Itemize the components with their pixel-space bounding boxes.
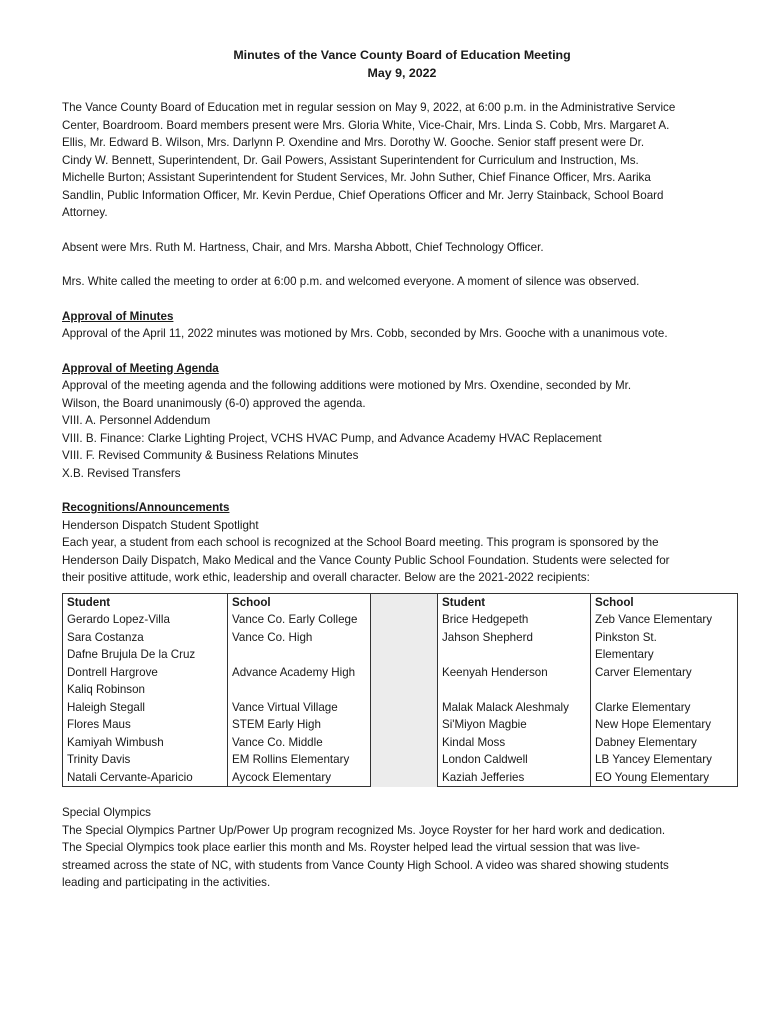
special-olympics-line: The Special Olympics Partner Up/Power Up program recognized Ms. Joyce Royster for her hard work and dedication. <box>62 823 666 837</box>
intro-line: Michelle Burton; Assistant Superintendent for Student Services, Mr. John Suther, Chief Finance Officer, Mrs. Aarika <box>62 171 651 184</box>
special-olympics-heading: Special Olympics <box>62 806 151 819</box>
school-cell: STEM Early High <box>228 716 371 734</box>
school-cell: Vance Co. Early College <box>228 611 371 629</box>
student-cell: Brice Hedgepeth <box>438 611 591 629</box>
column-header-school: School <box>228 593 371 611</box>
student-cell: Kindal Moss <box>438 734 591 752</box>
intro-line: Attorney. <box>62 206 108 219</box>
student-cell: Gerardo Lopez-Villa <box>63 611 228 629</box>
recognitions-line: their positive attitude, work ethic, leadership and overall character. Below are the 2021-2022 recipients: <box>62 571 590 584</box>
school-cell: EM Rollins Elementary <box>228 751 371 769</box>
agenda-item: VIII. B. Finance: Clarke Lighting Project, VCHS HVAC Pump, and Advance Academy HVAC Replacement <box>62 431 602 445</box>
student-cell: Sara Costanza Dafne Brujula De la Cruz <box>63 629 228 664</box>
student-cell: Kamiyah Wimbush <box>63 734 228 752</box>
student-cell: Si'Miyon Magbie <box>438 716 591 734</box>
special-olympics-line: streamed across the state of NC, with students from Vance County High School. A video was shared showing students <box>62 858 669 872</box>
minutes-heading: Approval of Minutes <box>62 309 174 323</box>
school-cell: Dabney Elementary <box>591 734 738 752</box>
intro-line: Cindy W. Bennett, Superintendent, Dr. Gail Powers, Assistant Superintendent for Curriculum and Instruction, Ms. <box>62 153 639 167</box>
agenda-item: VIII. F. Revised Community & Business Relations Minutes <box>62 449 359 462</box>
student-cell: London Caldwell <box>438 751 591 769</box>
school-cell: Advance Academy High <box>228 664 371 699</box>
student-cell: Dontrell Hargrove Kaliq Robinson <box>63 664 228 699</box>
intro-line: Center, Boardroom. Board members present were Mrs. Gloria White, Vice-Chair, Mrs. Linda S. Cobb, Mrs. Margaret A. <box>62 118 670 132</box>
intro-line: Ellis, Mr. Edward B. Wilson, Mrs. Darlynn P. Oxendine and Mrs. Dorothy W. Gooche. Senior staff present were Dr. <box>62 136 645 149</box>
agenda-line: Wilson, the Board unanimously (6-0) approved the agenda. <box>62 396 366 410</box>
school-cell: Aycock Elementary <box>228 769 371 787</box>
minutes-text: Approval of the April 11, 2022 minutes was motioned by Mrs. Cobb, seconded by Mrs. Gooche with a unanimous vote. <box>62 327 668 340</box>
student-cell: Haleigh Stegall <box>63 699 228 717</box>
school-cell: Vance Co. High <box>228 629 371 664</box>
recognitions-line: Each year, a student from each school is recognized at the School Board meeting. This program is sponsored by the <box>62 536 659 549</box>
intro-line: The Vance County Board of Education met in regular session on May 9, 2022, at 6:00 p.m. in the Administrative Service <box>62 101 676 114</box>
school-cell: New Hope Elementary <box>591 716 738 734</box>
document-date: May 9, 2022 <box>367 66 437 80</box>
intro-line: Sandlin, Public Information Officer, Mr. Kevin Perdue, Chief Operations Officer and Mr. Jerry Stainback, School Board <box>62 188 664 202</box>
student-cell: Malak Malack Aleshmaly <box>438 699 591 717</box>
absent-paragraph: Absent were Mrs. Ruth M. Hartness, Chair, and Mrs. Marsha Abbott, Chief Technology Officer. <box>62 240 544 254</box>
agenda-item: VIII. A. Personnel Addendum <box>62 414 211 427</box>
recognitions-line: Henderson Daily Dispatch, Mako Medical and the Vance County Public School Foundation. Students were selected for <box>62 553 670 567</box>
recognitions-subheading: Henderson Dispatch Student Spotlight <box>62 518 259 532</box>
school-cell: Carver Elementary <box>591 664 738 699</box>
agenda-line: Approval of the meeting agenda and the following additions were motioned by Mrs. Oxendine, seconded by Mr. <box>62 379 632 392</box>
agenda-section <box>62 377 742 482</box>
student-cell: Keenyah Henderson <box>438 664 591 699</box>
agenda-item: X.B. Revised Transfers <box>62 466 181 480</box>
recognitions-heading: Recognitions/Announcements <box>62 501 230 514</box>
student-cell: Kaziah Jefferies <box>438 769 591 787</box>
student-cell: Flores Maus <box>63 716 228 734</box>
special-olympics-line: leading and participating in the activities. <box>62 876 271 889</box>
document-page <box>62 46 742 892</box>
school-cell: EO Young Elementary <box>591 769 738 787</box>
agenda-heading: Approval of Meeting Agenda <box>62 361 219 375</box>
school-cell: LB Yancey Elementary <box>591 751 738 769</box>
student-cell: Natali Cervante-Aparicio <box>63 769 228 787</box>
student-cell: Jahson Shepherd <box>438 629 591 664</box>
column-header-student: Student <box>63 593 228 611</box>
call-to-order-paragraph: Mrs. White called the meeting to order at 6:00 p.m. and welcomed everyone. A moment of silence was observed. <box>62 275 640 288</box>
column-header-school: School <box>591 593 738 611</box>
special-olympics-line: The Special Olympics took place earlier this month and Ms. Royster helped lead the virtual session that was live- <box>62 841 641 854</box>
recipients-table <box>62 593 738 788</box>
school-cell: Vance Co. Middle <box>228 734 371 752</box>
school-cell: Pinkston St. Elementary <box>591 629 738 664</box>
table-divider-column <box>371 593 438 787</box>
school-cell: Zeb Vance Elementary <box>591 611 738 629</box>
table-header-row <box>63 593 738 611</box>
intro-paragraph <box>62 99 742 222</box>
school-cell: Vance Virtual Village <box>228 699 371 717</box>
column-header-student: Student <box>438 593 591 611</box>
student-cell: Trinity Davis <box>63 751 228 769</box>
document-title: Minutes of the Vance County Board of Education Meeting <box>233 48 571 62</box>
school-cell: Clarke Elementary <box>591 699 738 717</box>
